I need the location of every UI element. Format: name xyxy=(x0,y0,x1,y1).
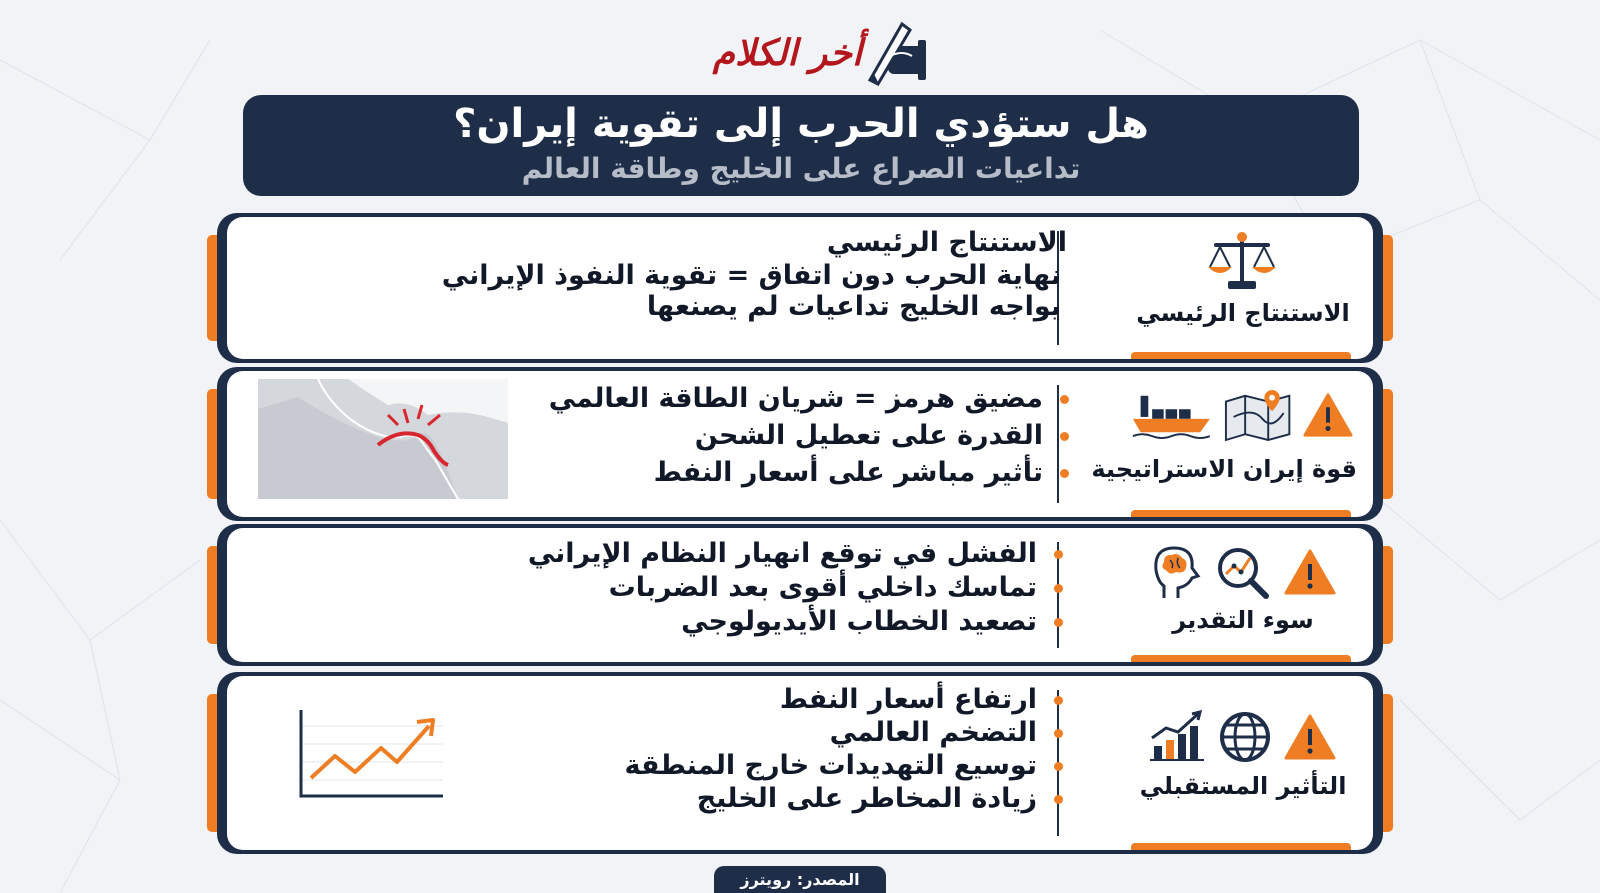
category-label: قوة إيران الاستراتيجية xyxy=(1091,455,1357,483)
bullet-list xyxy=(503,538,1063,637)
card-icons xyxy=(1131,544,1353,600)
scales-icon xyxy=(1206,231,1278,293)
category-label: الاستنتاج الرئيسي xyxy=(1136,299,1350,327)
rising-line-chart xyxy=(297,706,447,800)
warning-icon xyxy=(1284,548,1336,596)
category-label: التأثير المستقبلي xyxy=(1139,772,1347,800)
list-item: تماسك داخلي أقوى بعد الضربات xyxy=(503,572,1063,603)
source-label: المصدر: رويترز xyxy=(714,866,886,893)
conclusion-text xyxy=(442,227,1067,322)
bullet-list xyxy=(509,383,1069,488)
card-icons xyxy=(1131,231,1353,293)
card-icons xyxy=(1131,710,1353,764)
list-item: مضيق هرمز = شريان الطاقة العالمي xyxy=(509,383,1069,414)
list-item: ارتفاع أسعار النفط xyxy=(503,684,1063,715)
warning-icon xyxy=(1303,391,1353,439)
conclusion-heading: الاستنتاج الرئيسي xyxy=(826,227,1067,258)
category-label: سوء التقدير xyxy=(1172,606,1314,634)
globe-icon xyxy=(1218,710,1272,764)
brand-logo xyxy=(680,10,940,90)
list-item: نهاية الحرب دون اتفاق = تقوية النفوذ الإيراني xyxy=(441,260,1061,291)
magnifier-chart-icon xyxy=(1214,544,1272,600)
bullet-list xyxy=(503,684,1063,814)
brain-head-icon xyxy=(1148,544,1202,600)
card-iran-strategic-power xyxy=(207,367,1393,521)
card-main-conclusion xyxy=(207,213,1393,363)
title-banner xyxy=(243,95,1359,196)
page-title: هل ستؤدي الحرب إلى تقوية إيران؟ xyxy=(453,101,1149,147)
map-pin-icon xyxy=(1224,387,1291,443)
cargo-ship-icon xyxy=(1131,387,1212,443)
list-item: زيادة المخاطر على الخليج xyxy=(503,783,1063,814)
hormuz-map xyxy=(258,379,508,499)
list-item: القدرة على تعطيل الشحن xyxy=(509,420,1069,451)
list-item: يواجه الخليج تداعيات لم يصنعها xyxy=(646,291,1061,322)
list-item: التضخم العالمي xyxy=(503,717,1063,748)
list-item: الفشل في توقع انهيار النظام الإيراني xyxy=(503,538,1063,569)
list-item: تأثير مباشر على أسعار النفط xyxy=(509,457,1069,488)
warning-icon xyxy=(1284,713,1336,761)
pen-hand-icon xyxy=(862,16,932,86)
page-subtitle: تداعيات الصراع على الخليج وطاقة العالم xyxy=(521,152,1081,185)
list-item: تصعيد الخطاب الأيديولوجي xyxy=(503,606,1063,637)
list-item: توسيع التهديدات خارج المنطقة xyxy=(503,750,1063,781)
logo-text: أخر الكلام xyxy=(712,32,862,74)
card-miscalculation xyxy=(207,524,1393,666)
card-future-impact xyxy=(207,672,1393,854)
card-icons xyxy=(1131,387,1353,443)
bar-chart-up-icon xyxy=(1148,710,1206,764)
